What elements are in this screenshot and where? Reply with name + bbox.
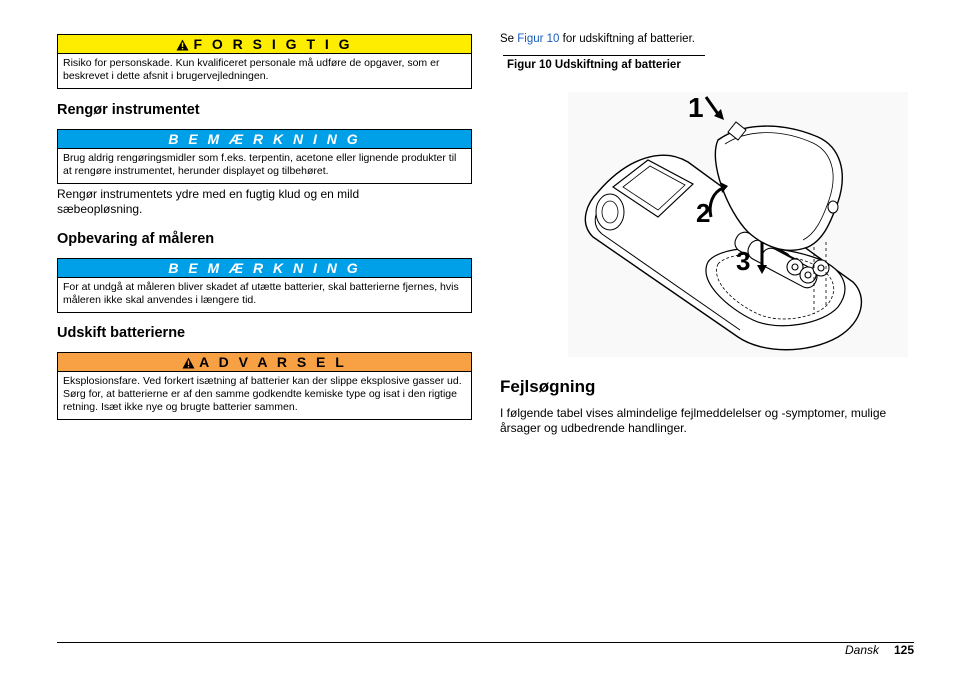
caution-text: Risiko for personskade. Kun kvalificeret personale må udføre de opgaver, som er beskrevet i dette afsnit i brugervejledningen. [63, 57, 440, 82]
heading-clean: Rengør instrumentet [57, 102, 200, 118]
footer-rule [57, 642, 914, 643]
figure-link[interactable]: Figur 10 [517, 33, 560, 45]
warning-box [57, 352, 472, 420]
notice-box-clean [57, 129, 472, 184]
page-number: 125 [894, 643, 915, 657]
figure-reference [500, 33, 695, 45]
warning-text: Eksplosionsfare. Ved forkert isætning af batterier kan der slippe eksplosive gasser ud. Sørg for, at batterierne er af den samme godkendte kemiske type og isat i den rigtige retning. Isæt ikke nye og brugte batterier sammen. [63, 375, 462, 413]
heading-storage: Opbevaring af måleren [57, 231, 215, 247]
notice-box-storage [57, 258, 472, 313]
notice-text-clean: Brug aldrig rengøringsmidler som f.eks. terpentin, acetone eller lignende produkter til at rengøre instrumentet, herunder displayet og tilbehøret. [63, 152, 457, 177]
warning-label: A D V A R S E L [199, 354, 347, 370]
troubleshooting-body: I følgende tabel vises almindelige fejlmeddelelser og -symptomer, mulige årsager og udbedrende handlinger. [500, 406, 887, 435]
warning-triangle-icon [182, 357, 195, 369]
step-number-3: 3 [736, 246, 751, 276]
ref-pre: Se [500, 33, 518, 45]
caution-header [58, 35, 471, 54]
battery-replacement-illustration [568, 92, 908, 357]
footer-language: Dansk [845, 643, 880, 657]
caution-box [57, 34, 472, 89]
caption-rule [503, 55, 705, 56]
figure-caption: Figur 10 Udskiftning af batterier [507, 59, 681, 71]
caution-label: F O R S I G T I G [193, 36, 353, 52]
clean-body: Rengør instrumentets ydre med en fugtig klud og en mild sæbeopløsning. [57, 187, 360, 216]
notice-header: B E M Æ R K N I N G [58, 259, 471, 278]
warning-header [58, 353, 471, 372]
step-number-2: 2 [696, 198, 711, 228]
figure-illustration [568, 92, 908, 357]
step-number-1: 1 [688, 92, 704, 123]
warning-triangle-icon [176, 39, 189, 51]
heading-troubleshooting: Fejlsøgning [500, 377, 596, 396]
heading-batteries: Udskift batterierne [57, 325, 186, 341]
notice-header: B E M Æ R K N I N G [58, 130, 471, 149]
ref-post: for udskiftning af batterier. [559, 33, 695, 45]
notice-text-storage: For at undgå at måleren bliver skadet af utætte batterier, skal batterierne fjernes, hvis måleren ikke skal anvendes i længere tid. [63, 281, 459, 306]
